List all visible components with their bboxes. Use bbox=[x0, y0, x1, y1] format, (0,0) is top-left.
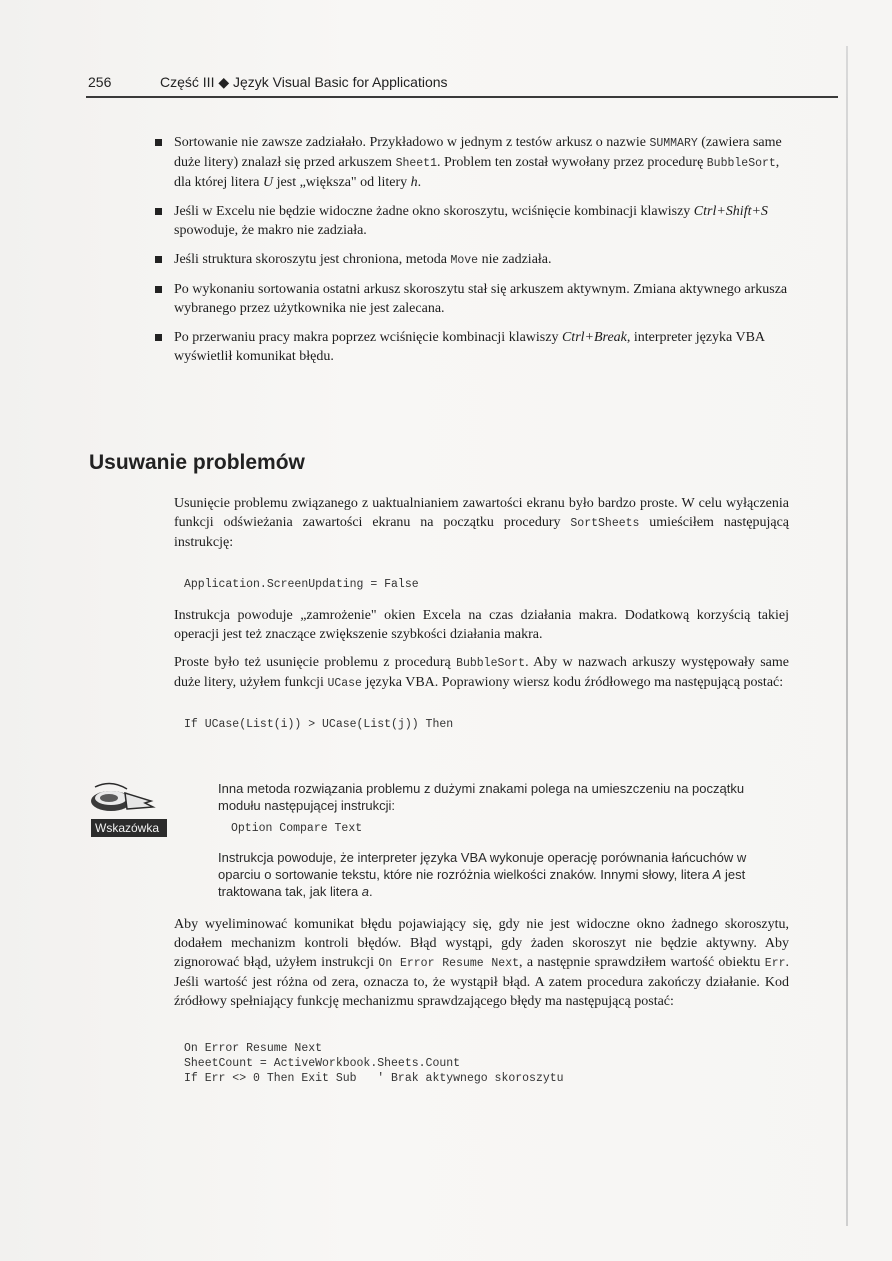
text-run: Sortowanie nie zawsze zadziałało. Przykładowo w jednym z testów arkusz o nazwie bbox=[174, 135, 650, 150]
section-heading: Usuwanie problemów bbox=[89, 451, 305, 474]
text-run: języka VBA. Poprawiony wiersz kodu źródłowego ma następującą postać: bbox=[361, 675, 784, 690]
italic-text: Ctrl+Break bbox=[561, 330, 627, 345]
text-run: , interpreter języka VBA wyświetlił komunikat błędu. bbox=[174, 330, 765, 364]
italic-text: U bbox=[263, 175, 274, 190]
text-run: . bbox=[417, 175, 422, 190]
inline-code: SUMMARY bbox=[649, 137, 698, 150]
text-run: umieściłem następującą instrukcję: bbox=[174, 515, 789, 550]
bullet-square-icon bbox=[155, 208, 162, 215]
text-run: Jeśli struktura skoroszytu jest chroniona, metoda bbox=[174, 252, 451, 267]
inline-code: Err bbox=[764, 957, 786, 970]
page-edge-shadow bbox=[846, 46, 848, 1226]
inline-code: BubbleSort bbox=[456, 657, 526, 670]
inline-code: On Error Resume Next bbox=[378, 957, 520, 970]
text-run: , a następnie sprawdziłem wartość obiektu bbox=[519, 955, 765, 970]
code-ucase: If UCase(List(i)) > UCase(List(j)) Then bbox=[184, 718, 454, 731]
header-title: Część III ◆ Język Visual Basic for Applications bbox=[160, 74, 448, 90]
bullet-square-icon bbox=[155, 286, 162, 293]
bullet-square-icon bbox=[155, 334, 162, 341]
code-screen-updating: Application.ScreenUpdating = False bbox=[184, 578, 419, 591]
text-run: . Jeśli wartość jest różna od zera, oznacza to, że wystąpił błąd. A zatem procedura zakończy działanie. Kod źródłowy spełniający funkcję mechanizmu sprawdzającego błędy ma następującą postać: bbox=[174, 955, 790, 1009]
page-number: 256 bbox=[88, 74, 112, 90]
text-run: Instrukcja powoduje, że interpreter języka VBA wykonuje operację porównania łańcuchów w oparciu o sortowanie tekstu, które nie rozróżnia wielkości znaków. Innymi słowy, litera bbox=[218, 850, 747, 882]
inline-code: SortSheets bbox=[570, 517, 640, 530]
text-run: Jeśli w Excelu nie będzie widoczne żadne okno skoroszytu, wciśnięcie kombinacji klawiszy bbox=[174, 204, 694, 219]
text-run: . Problem ten został wywołany przez procedurę bbox=[436, 155, 707, 170]
bullet-text bbox=[174, 282, 787, 316]
text-run: jest traktowana tak, jak litera bbox=[218, 867, 746, 899]
inline-code: BubbleSort bbox=[706, 157, 776, 170]
italic-text: a bbox=[361, 884, 370, 899]
bullet-item bbox=[154, 250, 789, 270]
code-error-handling: On Error Resume Next SheetCount = ActiveWorkbook.Sheets.Count If Err <> 0 Then Exit Sub ' Brak aktywnego skoroszytu bbox=[184, 1042, 564, 1085]
text-run: Proste było też usunięcie problemu z procedurą bbox=[174, 655, 457, 670]
paragraph-2 bbox=[174, 606, 789, 644]
tip-text-1: Inna metoda rozwiązania problemu z dużymi znakami polega na umieszczeniu na początku modułu następującej instrukcji: bbox=[218, 781, 745, 813]
paragraph-4 bbox=[174, 915, 789, 1011]
bullet-text bbox=[174, 252, 552, 267]
text-run: , dla której litera bbox=[174, 155, 780, 190]
text-run: nie zadziała. bbox=[478, 252, 552, 267]
text-run: jest „większa" od litery bbox=[273, 175, 411, 190]
text-run: . Aby w nazwach arkuszy występowały same duże litery, użyłem funkcji bbox=[174, 655, 790, 690]
text-run: Po przerwaniu pracy makra poprzez wciśnięcie kombinacji klawiszy bbox=[174, 330, 562, 345]
bullet-square-icon bbox=[155, 139, 162, 146]
bullet-item bbox=[154, 328, 789, 366]
bullet-text bbox=[174, 135, 782, 190]
inline-code: UCase bbox=[327, 677, 362, 690]
italic-text: h bbox=[410, 175, 418, 190]
bullet-item bbox=[154, 202, 789, 240]
text-run: spowoduje, że makro nie zadziała. bbox=[174, 223, 367, 238]
bullet-text bbox=[174, 330, 764, 364]
bullet-square-icon bbox=[155, 256, 162, 263]
text-run: (zawiera same duże litery) znalazł się przed arkuszem bbox=[174, 135, 782, 170]
bullet-list bbox=[154, 133, 789, 376]
inline-code: Sheet1 bbox=[395, 157, 437, 170]
running-header bbox=[88, 72, 844, 94]
header-rule bbox=[86, 96, 838, 98]
italic-text: Ctrl+Shift+S bbox=[693, 204, 768, 219]
paragraph-3 bbox=[174, 653, 789, 693]
inline-code: Move bbox=[450, 254, 479, 267]
text-run: Po wykonaniu sortowania ostatni arkusz skoroszytu stał się arkuszem aktywnym. Zmiana aktywnego arkusza wybranego przez użytkownika nie jest zalecana. bbox=[174, 282, 788, 316]
bullet-text bbox=[174, 204, 768, 238]
bullet-item bbox=[154, 133, 789, 192]
tip-text-2 bbox=[218, 849, 788, 900]
text-run: Aby wyeliminować komunikat błędu pojawiający się, gdy nie jest widoczne okno żadnego skoroszytu, dodałem mechanizm kontroli błędów. Błąd wystąpi, gdy żaden skoroszyt nie będzie aktywny. Aby zignorować błąd, użyłem instrukcji bbox=[174, 917, 789, 970]
tip-icon bbox=[89, 779, 171, 839]
text-run: . bbox=[369, 884, 373, 899]
text-run: Usunięcie problemu związanego z uaktualnianiem zawartości ekranu było bardzo proste. W celu wyłączenia funkcji odświeżania zawartości ekranu na początku procedury bbox=[174, 496, 789, 530]
italic-text: A bbox=[712, 867, 722, 882]
code-option-compare: Option Compare Text bbox=[231, 822, 363, 835]
paragraph-1 bbox=[174, 494, 789, 552]
text-run: Instrukcja powoduje „zamrożenie" okien Excela na czas działania makra. Dodatkową korzyścią takiej operacji jest też znaczące zwiększenie szybkości działania makra. bbox=[174, 608, 789, 642]
tip-label: Wskazówka bbox=[95, 821, 160, 835]
bullet-item bbox=[154, 280, 789, 318]
